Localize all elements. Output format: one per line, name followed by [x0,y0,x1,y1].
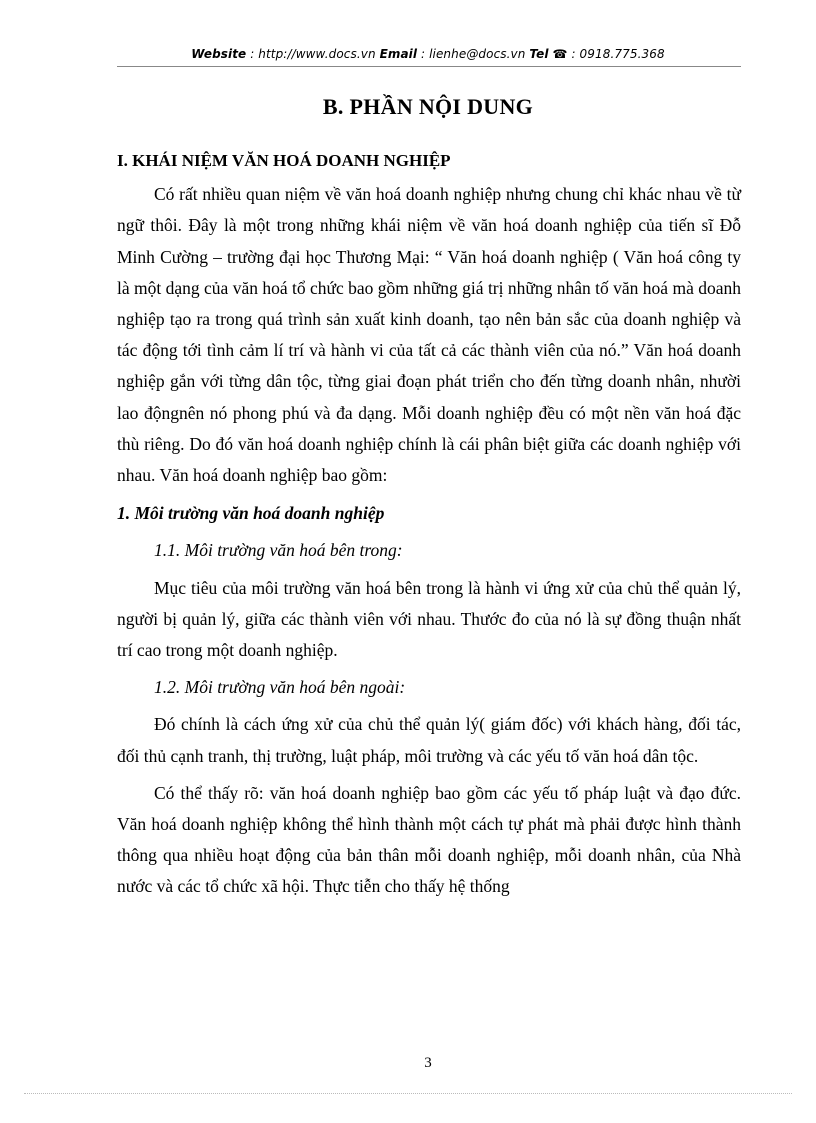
closing-paragraph: Có thể thấy rõ: văn hoá doanh nghiệp bao gồm các yếu tố pháp luật và đạo đức. Văn hoá doanh nghiệp không thể hình thành một cách tự phát mà phải được hình thành thông qua nhiều hoạt động của bản thân mỗi doanh nghiệp, mỗi doanh nhân, của Nhà nước và các tổ chức xã hội. Thực tiễn cho thấy hệ thống [117,782,741,897]
document-body [117,145,741,903]
subsection-heading: 1. Môi trường văn hoá doanh nghiệp [117,503,385,524]
tel-label: Tel [529,47,549,61]
phone-icon: ☎ [552,47,568,61]
page-header [0,47,816,61]
outer-environment-paragraph: Đó chính là cách ứng xử của chủ thể quản lý( giám đốc) với khách hàng, đối tác, đối thủ cạnh tranh, thị trường, luật pháp, môi trường và các yếu tố văn hoá dân tộc. [117,714,741,766]
header-divider [117,66,741,67]
page-title: B. PHẦN NỘI DUNG [322,94,534,119]
section-heading: I. KHÁI NIỆM VĂN HOÁ DOANH NGHIỆP [117,151,451,170]
tel-value: : 0918.775.368 [567,47,665,61]
website-link[interactable]: : http://www.docs.vn [246,47,380,61]
inner-environment-heading: 1.1. Môi trường văn hoá bên trong: [154,540,403,561]
page-bottom-divider [24,1093,792,1094]
inner-environment-paragraph: Mục tiêu của môi trường văn hoá bên trong là hành vi ứng xử của chủ thể quản lý, người bị quản lý, giữa các thành viên với nhau. Thước đo của nó là sự đồng thuận nhất trí cao trong một doanh nghiệp. [117,577,741,661]
website-label: Website [191,47,247,61]
section-paragraph: Có rất nhiều quan niệm về văn hoá doanh nghiệp nhưng chung chỉ khác nhau về từ ngữ thôi. Đây là một trong những khái niệm về văn hoá doanh nghiệp của tiến sĩ Đỗ Minh Cường – trường đại học Thương Mại: “ Văn hoá doanh nghiệp ( Văn hoá công ty là một dạng của văn hoá tổ chức bao gồm những giá trị những nhân tố văn hoá mà doanh nghiệp tạo ra trong quá trình sản xuất kinh doanh, tạo nên bản sắc của doanh nghiệp và tác động tới tình cảm lí trí và hành vi của tất cả các thành viên của nó.” Văn hoá doanh nghiệp gắn với từng dân tộc, từng giai đoạn phát triển cho đến từng doanh nhân, nhười lao độngnên nó phong phú và đa dạng. Mỗi doanh nghiệp đều có một nền văn hoá đặc thù riêng. Do đó văn hoá doanh nghiệp chính là cái phân biệt giữa các doanh nghiệp với nhau. Văn hoá doanh nghiệp bao gồm: [117,184,741,486]
outer-environment-heading: 1.2. Môi trường văn hoá bên ngoài: [154,677,406,698]
email-link[interactable]: : lienhe@docs.vn [417,47,530,61]
page-number: 3 [424,1055,432,1071]
email-label: Email [379,47,418,61]
